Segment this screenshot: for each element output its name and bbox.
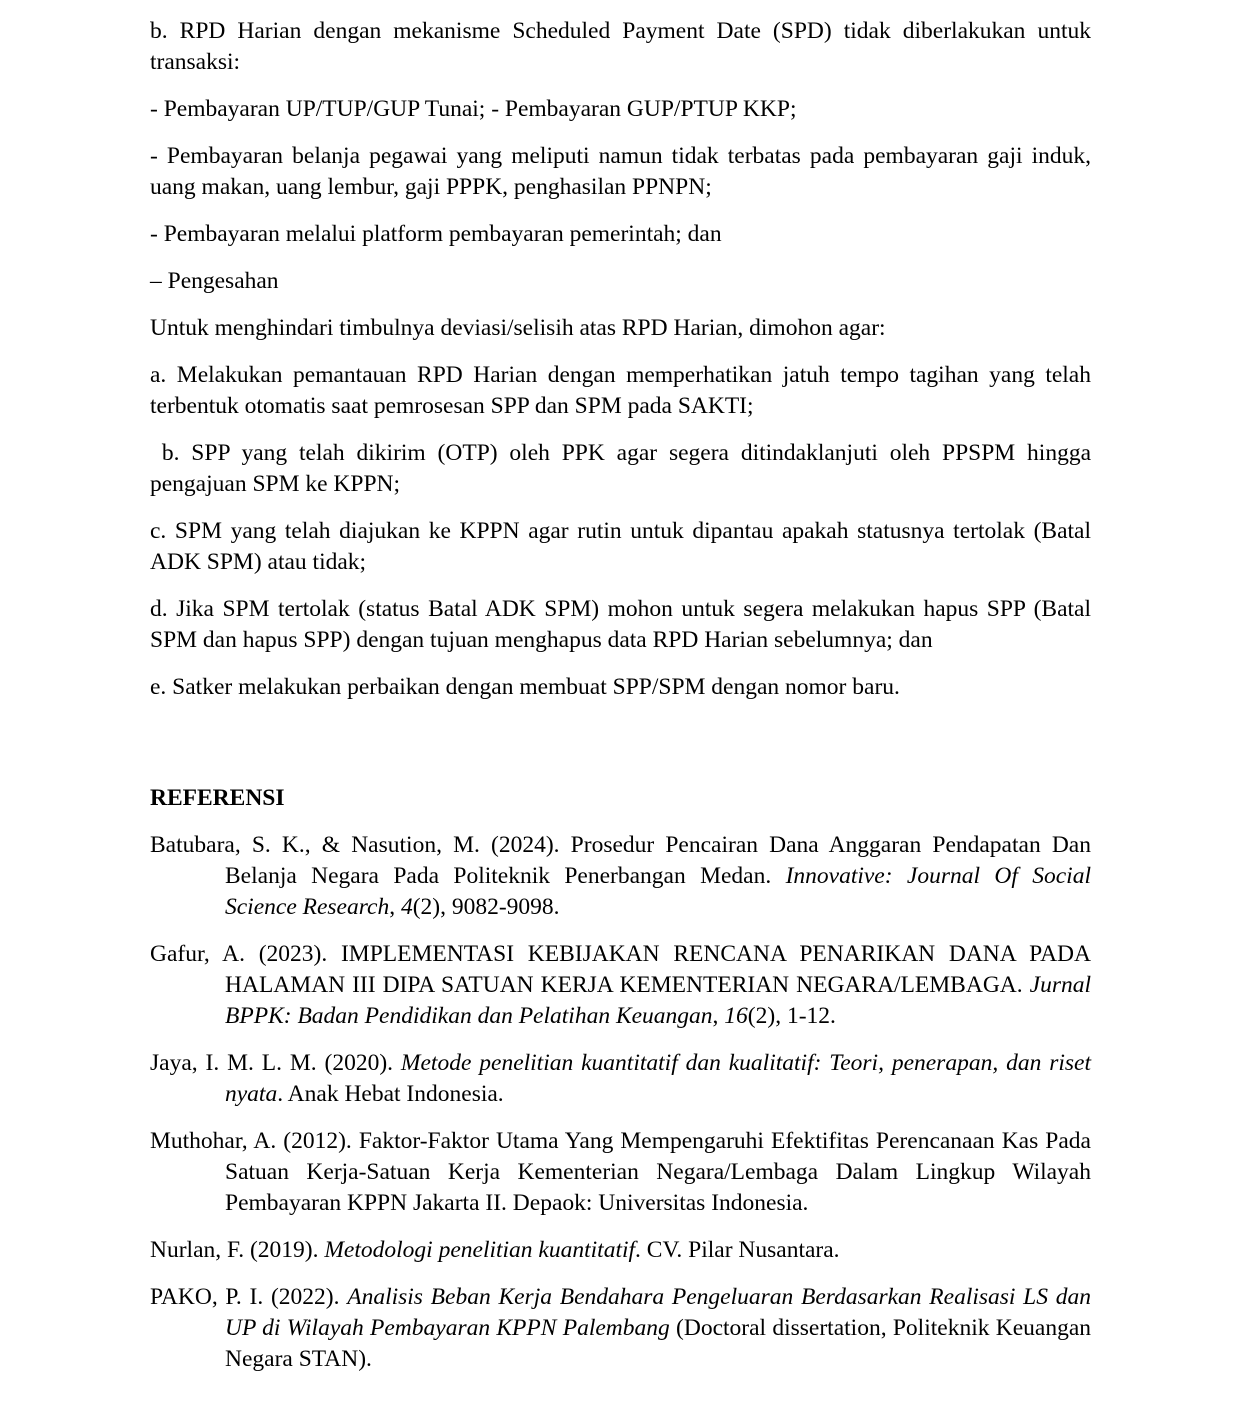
reference-pages: (2), 1-12. [747, 1003, 836, 1029]
references-heading: REFERENSI [150, 785, 285, 811]
reference-separator: , [712, 1003, 725, 1029]
reference-item [150, 1048, 1091, 1110]
reference-text: Muthohar, A. (2012). Faktor-Faktor Utama Yang Mempengaruhi Efektifitas Perencanaan Kas Pada Satuan Kerja-Satuan Kerja Kementerian Negara/Lembaga Dalam Lingkup Wilayah Pembayaran KPPN Jakarta II. Depaok: Universitas Indonesia. [150, 1128, 1091, 1216]
reference-publisher: . Anak Hebat Indonesia. [277, 1081, 504, 1107]
reference-pages: (2), 9082-9098. [412, 894, 560, 920]
reference-journal: Jurnal BPPK: Badan Pendidikan dan Pelatihan Keuangan [225, 972, 1091, 1029]
reference-text: PAKO, P. I. (2022). [150, 1284, 348, 1310]
list-item-pengesahan: – Pengesahan [150, 268, 279, 294]
reference-item [150, 1282, 1091, 1375]
reference-volume: 4 [400, 894, 413, 920]
list-item-c: c. SPM yang telah diajukan ke KPPN agar rutin untuk dipantau apakah statusnya tertolak (Batal ADK SPM) atau tidak; [150, 518, 1091, 575]
reference-volume: 16 [724, 1003, 748, 1029]
reference-text: Nurlan, F. (2019). [150, 1237, 325, 1263]
reference-text: Jaya, I. M. L. M. (2020). [150, 1050, 401, 1076]
list-item-e: e. Satker melakukan perbaikan dengan membuat SPP/SPM dengan nomor baru. [150, 674, 900, 700]
reference-title: Analisis Beban Kerja Bendahara Pengeluaran Berdasarkan Realisasi LS dan UP di Wilayah Pembayaran KPPN Palembang [225, 1284, 1091, 1341]
reference-item [150, 939, 1091, 1032]
list-item-b: b. SPP yang telah dikirim (OTP) oleh PPK agar segera ditindaklanjuti oleh PPSPM hingga pengajuan SPM ke KPPN; [150, 440, 1097, 497]
section-spacer [150, 719, 1091, 783]
reference-separator: , [389, 894, 401, 920]
reference-publisher: (Doctoral dissertation, Politeknik Keuangan Negara STAN). [225, 1315, 1092, 1372]
list-item-a: a. Melakukan pemantauan RPD Harian dengan memperhatikan jatuh tempo tagihan yang telah terbentuk otomatis saat pemrosesan SPP dan SPM pada SAKTI; [150, 362, 1091, 419]
paragraph-spd-exclusion: b. RPD Harian dengan mekanisme Scheduled Payment Date (SPD) tidak diberlakukan untuk transaksi: [150, 18, 1091, 75]
reference-text: Gafur, A. (2023). IMPLEMENTASI KEBIJAKAN RENCANA PENARIKAN DANA PADA HALAMAN III DIPA SATUAN KERJA KEMENTERIAN NEGARA/LEMBAGA. [150, 941, 1091, 998]
paragraph-intro-deviasi: Untuk menghindari timbulnya deviasi/selisih atas RPD Harian, dimohon agar: [150, 315, 886, 341]
reference-item [150, 1126, 1091, 1219]
reference-title: Metodologi penelitian kuantitatif [324, 1237, 636, 1263]
reference-item [150, 830, 1091, 923]
document-page [150, 16, 1097, 1391]
list-item-platform: - Pembayaran melalui platform pembayaran pemerintah; dan [150, 221, 722, 247]
reference-journal: Innovative: Journal Of Social Science Research [225, 863, 1091, 920]
list-item-d: d. Jika SPM tertolak (status Batal ADK SPM) mohon untuk segera melakukan hapus SPP (Batal SPM dan hapus SPP) dengan tujuan menghapus data RPD Harian sebelumnya; dan [150, 596, 1091, 653]
reference-item [150, 1235, 1091, 1266]
reference-title: Metode penelitian kuantitatif dan kualitatif: Teori, penerapan, dan riset nyata [225, 1050, 1091, 1107]
list-item-up-tup: - Pembayaran UP/TUP/GUP Tunai; - Pembayaran GUP/PTUP KKP; [150, 96, 797, 122]
reference-publisher: . CV. Pilar Nusantara. [635, 1237, 840, 1263]
reference-text: Batubara, S. K., & Nasution, M. (2024). Prosedur Pencairan Dana Anggaran Pendapatan Dan Belanja Negara Pada Politeknik Penerbangan Medan. [150, 832, 1091, 889]
list-item-belanja-pegawai: - Pembayaran belanja pegawai yang meliputi namun tidak terbatas pada pembayaran gaji induk, uang makan, uang lembur, gaji PPPK, penghasilan PPNPN; [150, 143, 1091, 200]
